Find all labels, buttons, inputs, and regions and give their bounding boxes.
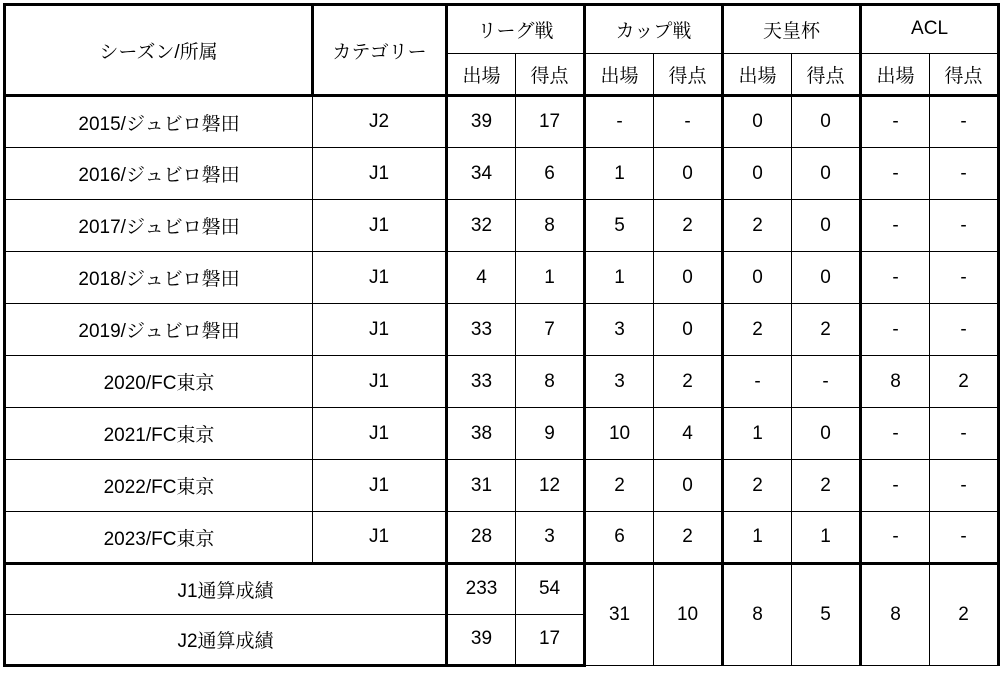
header-acl-appearances: 出場 bbox=[861, 53, 930, 96]
cell-league-appearances: 28 bbox=[447, 512, 516, 564]
table-row bbox=[5, 460, 999, 512]
cell-acl-appearances: - bbox=[861, 512, 930, 564]
header-league-goals: 得点 bbox=[516, 53, 585, 96]
cell-total-acl-appearances: 8 bbox=[861, 564, 930, 666]
header-competition-emperors-cup: 天皇杯 bbox=[723, 5, 861, 54]
cell-league-goals: 7 bbox=[516, 304, 585, 356]
cell-season: 2018/ジュビロ磐田 bbox=[5, 252, 313, 304]
cell-acl-goals: - bbox=[930, 512, 999, 564]
cell-cup-appearances: - bbox=[585, 96, 654, 148]
cell-acl-goals: - bbox=[930, 304, 999, 356]
header-competition-acl: ACL bbox=[861, 5, 999, 54]
header-row-competitions bbox=[5, 5, 999, 54]
cell-season: 2020/FC東京 bbox=[5, 356, 313, 408]
cell-acl-appearances: - bbox=[861, 200, 930, 252]
cell-cup-appearances: 6 bbox=[585, 512, 654, 564]
header-cup-goals: 得点 bbox=[654, 53, 723, 96]
cell-acl-appearances: - bbox=[861, 460, 930, 512]
cell-acl-goals: - bbox=[930, 96, 999, 148]
table-row bbox=[5, 408, 999, 460]
cell-season: 2021/FC東京 bbox=[5, 408, 313, 460]
cell-acl-goals: - bbox=[930, 252, 999, 304]
header-competition-cup: カップ戦 bbox=[585, 5, 723, 54]
cell-cup-appearances: 3 bbox=[585, 356, 654, 408]
cell-cup-appearances: 1 bbox=[585, 252, 654, 304]
cell-emperors-cup-goals: 1 bbox=[792, 512, 861, 564]
cell-total-label-j2: J2通算成績 bbox=[5, 614, 447, 665]
cell-emperors-cup-appearances: 1 bbox=[723, 512, 792, 564]
cell-total-cup-appearances: 31 bbox=[585, 564, 654, 666]
cell-emperors-cup-appearances: 0 bbox=[723, 148, 792, 200]
cell-cup-goals: 0 bbox=[654, 252, 723, 304]
cell-category: J1 bbox=[313, 408, 447, 460]
header-acl-goals: 得点 bbox=[930, 53, 999, 96]
cell-cup-goals: 0 bbox=[654, 148, 723, 200]
cell-league-appearances: 32 bbox=[447, 200, 516, 252]
table-row bbox=[5, 304, 999, 356]
cell-league-goals: 12 bbox=[516, 460, 585, 512]
cell-total-emperors-cup-goals: 5 bbox=[792, 564, 861, 666]
cell-emperors-cup-goals: 2 bbox=[792, 460, 861, 512]
cell-category: J1 bbox=[313, 148, 447, 200]
header-season-affiliation: シーズン/所属 bbox=[5, 5, 313, 96]
table-row bbox=[5, 512, 999, 564]
cell-category: J1 bbox=[313, 200, 447, 252]
table-row bbox=[5, 96, 999, 148]
cell-cup-goals: 2 bbox=[654, 200, 723, 252]
cell-total-label-j1: J1通算成績 bbox=[5, 564, 447, 615]
table-row bbox=[5, 252, 999, 304]
header-emperors-cup-appearances: 出場 bbox=[723, 53, 792, 96]
cell-acl-appearances: - bbox=[861, 408, 930, 460]
cell-league-goals: 17 bbox=[516, 96, 585, 148]
cell-emperors-cup-goals: 0 bbox=[792, 408, 861, 460]
table-row bbox=[5, 356, 999, 408]
cell-acl-goals: 2 bbox=[930, 356, 999, 408]
cell-cup-goals: 4 bbox=[654, 408, 723, 460]
cell-acl-goals: - bbox=[930, 408, 999, 460]
cell-total-j2-league-appearances: 39 bbox=[447, 614, 516, 665]
table-row bbox=[5, 148, 999, 200]
cell-acl-goals: - bbox=[930, 200, 999, 252]
cell-acl-goals: - bbox=[930, 148, 999, 200]
cell-emperors-cup-appearances: 2 bbox=[723, 200, 792, 252]
cell-acl-goals: - bbox=[930, 460, 999, 512]
cell-total-acl-goals: 2 bbox=[930, 564, 999, 666]
cell-cup-goals: 0 bbox=[654, 304, 723, 356]
cell-league-goals: 6 bbox=[516, 148, 585, 200]
header-league-appearances: 出場 bbox=[447, 53, 516, 96]
cell-season: 2022/FC東京 bbox=[5, 460, 313, 512]
cell-league-goals: 8 bbox=[516, 200, 585, 252]
cell-emperors-cup-appearances: 0 bbox=[723, 252, 792, 304]
cell-league-goals: 3 bbox=[516, 512, 585, 564]
header-cup-appearances: 出場 bbox=[585, 53, 654, 96]
cell-category: J1 bbox=[313, 460, 447, 512]
cell-league-appearances: 38 bbox=[447, 408, 516, 460]
cell-category: J1 bbox=[313, 252, 447, 304]
cell-cup-goals: 2 bbox=[654, 512, 723, 564]
cell-category: J1 bbox=[313, 356, 447, 408]
cell-category: J1 bbox=[313, 304, 447, 356]
cell-total-j1-league-appearances: 233 bbox=[447, 564, 516, 615]
cell-season: 2015/ジュビロ磐田 bbox=[5, 96, 313, 148]
cell-emperors-cup-goals: 2 bbox=[792, 304, 861, 356]
cell-league-appearances: 33 bbox=[447, 304, 516, 356]
cell-cup-goals: 2 bbox=[654, 356, 723, 408]
header-competition-league: リーグ戦 bbox=[447, 5, 585, 54]
cell-cup-appearances: 5 bbox=[585, 200, 654, 252]
cell-season: 2016/ジュビロ磐田 bbox=[5, 148, 313, 200]
cell-league-appearances: 31 bbox=[447, 460, 516, 512]
cell-league-appearances: 4 bbox=[447, 252, 516, 304]
cell-cup-appearances: 2 bbox=[585, 460, 654, 512]
cell-emperors-cup-appearances: 2 bbox=[723, 460, 792, 512]
cell-cup-appearances: 1 bbox=[585, 148, 654, 200]
cell-emperors-cup-goals: - bbox=[792, 356, 861, 408]
cell-emperors-cup-goals: 0 bbox=[792, 200, 861, 252]
header-category: カテゴリー bbox=[313, 5, 447, 96]
cell-total-emperors-cup-appearances: 8 bbox=[723, 564, 792, 666]
cell-total-cup-goals: 10 bbox=[654, 564, 723, 666]
cell-emperors-cup-goals: 0 bbox=[792, 252, 861, 304]
total-row-j1 bbox=[5, 564, 999, 615]
cell-acl-appearances: - bbox=[861, 96, 930, 148]
cell-acl-appearances: - bbox=[861, 304, 930, 356]
cell-acl-appearances: - bbox=[861, 252, 930, 304]
cell-category: J1 bbox=[313, 512, 447, 564]
cell-emperors-cup-appearances: - bbox=[723, 356, 792, 408]
cell-season: 2023/FC東京 bbox=[5, 512, 313, 564]
cell-emperors-cup-appearances: 0 bbox=[723, 96, 792, 148]
cell-league-goals: 9 bbox=[516, 408, 585, 460]
cell-league-goals: 8 bbox=[516, 356, 585, 408]
career-stats-table bbox=[3, 3, 1000, 667]
cell-league-goals: 1 bbox=[516, 252, 585, 304]
cell-season: 2017/ジュビロ磐田 bbox=[5, 200, 313, 252]
cell-league-appearances: 39 bbox=[447, 96, 516, 148]
cell-emperors-cup-goals: 0 bbox=[792, 96, 861, 148]
cell-total-j2-league-goals: 17 bbox=[516, 614, 585, 665]
cell-league-appearances: 33 bbox=[447, 356, 516, 408]
cell-emperors-cup-goals: 0 bbox=[792, 148, 861, 200]
cell-total-j1-league-goals: 54 bbox=[516, 564, 585, 615]
cell-cup-goals: 0 bbox=[654, 460, 723, 512]
cell-cup-goals: - bbox=[654, 96, 723, 148]
cell-acl-appearances: 8 bbox=[861, 356, 930, 408]
cell-emperors-cup-appearances: 1 bbox=[723, 408, 792, 460]
cell-cup-appearances: 3 bbox=[585, 304, 654, 356]
cell-category: J2 bbox=[313, 96, 447, 148]
cell-cup-appearances: 10 bbox=[585, 408, 654, 460]
cell-emperors-cup-appearances: 2 bbox=[723, 304, 792, 356]
header-emperors-cup-goals: 得点 bbox=[792, 53, 861, 96]
cell-acl-appearances: - bbox=[861, 148, 930, 200]
cell-league-appearances: 34 bbox=[447, 148, 516, 200]
cell-season: 2019/ジュビロ磐田 bbox=[5, 304, 313, 356]
table-row bbox=[5, 200, 999, 252]
